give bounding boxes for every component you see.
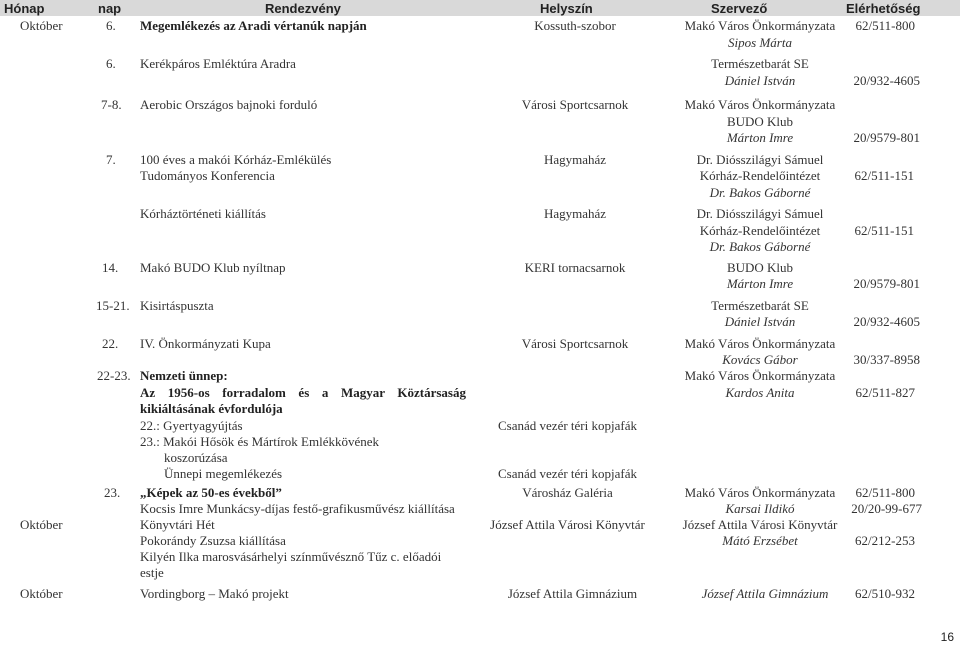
header-day: nap: [98, 1, 122, 16]
header-month: Hónap: [4, 1, 45, 16]
event-cell-line2: Tudományos Konferencia: [140, 168, 275, 183]
venue-cell: Kossuth-szobor: [534, 18, 616, 33]
event-cell-line2: Az 1956-os forradalom és a Magyar Köztársaság: [140, 385, 466, 400]
organizer-cell-2: József Attila Városi Könyvtár: [682, 517, 838, 532]
organizer-cell: Dr. Diósszilágyi Sámuel: [696, 152, 824, 167]
header-organizer: Szervező: [711, 1, 768, 16]
contact-cell-2: 20/20-99-677: [851, 501, 922, 516]
event-cell-line4: 22.: Gyertyagyújtás: [140, 418, 243, 433]
contact-cell-3: 62/212-253: [855, 533, 915, 548]
month-cell: Október: [20, 586, 63, 601]
day-cell: 7-8.: [101, 97, 122, 112]
event-cell: Makó BUDO Klub nyíltnap: [140, 260, 286, 275]
organizer-person: Márton Imre: [726, 130, 794, 145]
organizer-cell: Természetbarát SE: [711, 298, 809, 313]
event-cell-line4: Pokorándy Zsuzsa kiállítása: [140, 533, 286, 548]
organizer-cell: Makó Város Önkormányzata: [684, 485, 836, 500]
page-number: 16: [940, 630, 954, 644]
organizer-cell: Természetbarát SE: [711, 56, 809, 71]
organizer-cell: Makó Város Önkormányzata: [684, 368, 836, 383]
event-cell: Megemlékezés az Aradi vértanúk napján: [140, 18, 367, 33]
organizer-person-2: Mátó Erzsébet: [722, 533, 798, 548]
day-cell: 22.: [102, 336, 119, 351]
month-cell: Október: [20, 517, 63, 532]
organizer-institution: Kórház-Rendelőintézet: [699, 223, 821, 238]
venue-cell: Városház Galéria: [522, 485, 613, 500]
event-cell: Vordingborg – Makó projekt: [140, 586, 289, 601]
venue-cell: Hagymaház: [543, 152, 607, 167]
event-cell-line5: Kilyén Ilka marosvásárhelyi színművésznő Tűz c. előadói: [140, 549, 442, 564]
contact-cell: 62/511-800: [855, 485, 915, 500]
event-cell-line7: Ünnepi megemlékezés: [164, 466, 283, 481]
contact-cell: 62/510-932: [855, 586, 915, 601]
venue-cell: KERI tornacsarnok: [524, 260, 626, 275]
contact-cell: 30/337-8958: [853, 352, 920, 367]
day-cell: 7.: [106, 152, 116, 167]
organizer-cell: József Attila Gimnázium: [701, 586, 829, 601]
organizer-person: Kardos Anita: [725, 385, 795, 400]
organizer-person: Dániel István: [724, 73, 796, 88]
organizer-club: BUDO Klub: [726, 114, 794, 129]
contact-cell: 62/511-151: [854, 168, 914, 183]
day-cell: 14.: [102, 260, 119, 275]
contact-cell: 20/9579-801: [853, 130, 920, 145]
table-header: [0, 0, 960, 16]
event-cell-line6: koszorúzása: [164, 450, 228, 465]
event-cell: Nemzeti ünnep:: [140, 368, 228, 383]
day-cell: 15-21.: [96, 298, 130, 313]
day-cell: 6.: [106, 18, 116, 33]
header-contact: Elérhetőség: [846, 1, 921, 16]
venue-cell: Hagymaház: [543, 206, 607, 221]
month-cell: Október: [20, 18, 63, 33]
contact-cell: 62/511-151: [854, 223, 914, 238]
event-cell-line3: Könyvtári Hét: [140, 517, 215, 532]
organizer-cell: Makó Város Önkormányzata: [684, 336, 836, 351]
event-cell: „Képek az 50-es évekből”: [140, 485, 282, 500]
organizer-person: Dr. Bakos Gáborné: [709, 185, 811, 200]
contact-cell: 20/932-4605: [853, 73, 920, 88]
organizer-person: Dániel István: [724, 314, 796, 329]
event-cell: Kerékpáros Emléktúra Aradra: [140, 56, 296, 71]
venue-cell: József Attila Gimnázium: [507, 586, 638, 601]
venue-cell-2: József Attila Városi Könyvtár: [490, 517, 645, 532]
contact-cell: 62/511-800: [855, 18, 915, 33]
event-cell: IV. Önkormányzati Kupa: [140, 336, 271, 351]
organizer-cell: Dr. Diósszilágyi Sámuel: [696, 206, 824, 221]
contact-cell: 62/511-827: [855, 385, 915, 400]
event-cell: Kisirtáspuszta: [140, 298, 214, 313]
venue-cell-2: Csanád vezér téri kopjafák: [498, 466, 637, 481]
day-cell: 6.: [106, 56, 116, 71]
header-event: Rendezvény: [265, 1, 341, 16]
organizer-person: Márton Imre: [726, 276, 794, 291]
day-cell: 23.: [104, 485, 121, 500]
event-cell-line6: estje: [140, 565, 164, 580]
event-cell: 100 éves a makói Kórház-Emlékülés: [140, 152, 332, 167]
organizer-institution: Kórház-Rendelőintézet: [699, 168, 821, 183]
organizer-cell: BUDO Klub: [726, 260, 794, 275]
venue-cell: Csanád vezér téri kopjafák: [498, 418, 637, 433]
day-cell: 22-23.: [97, 368, 131, 383]
organizer-person: Karsai Ildikó: [725, 501, 795, 516]
venue-cell: Városi Sportcsarnok: [521, 97, 629, 112]
event-cell-line2: Kocsis Imre Munkácsy-díjas festő-grafikusművész kiállítása: [140, 501, 455, 516]
organizer-person: Dr. Bakos Gáborné: [709, 239, 811, 254]
organizer-person: Kovács Gábor: [722, 352, 798, 367]
contact-cell: 20/9579-801: [853, 276, 920, 291]
event-cell: Kórháztörténeti kiállítás: [140, 206, 266, 221]
event-cell-line3: kikiáltásának évfordulója: [140, 401, 283, 416]
event-cell: Aerobic Országos bajnoki forduló: [140, 97, 318, 112]
contact-cell: 20/932-4605: [853, 314, 920, 329]
event-cell-line5: 23.: Makói Hősök és Mártírok Emlékkövének: [140, 434, 380, 449]
venue-cell: Városi Sportcsarnok: [521, 336, 629, 351]
header-venue: Helyszín: [540, 1, 593, 16]
organizer-cell: Makó Város Önkormányzata: [684, 18, 836, 33]
organizer-person: Sipos Márta: [728, 35, 792, 50]
organizer-cell: Makó Város Önkormányzata: [684, 97, 836, 112]
